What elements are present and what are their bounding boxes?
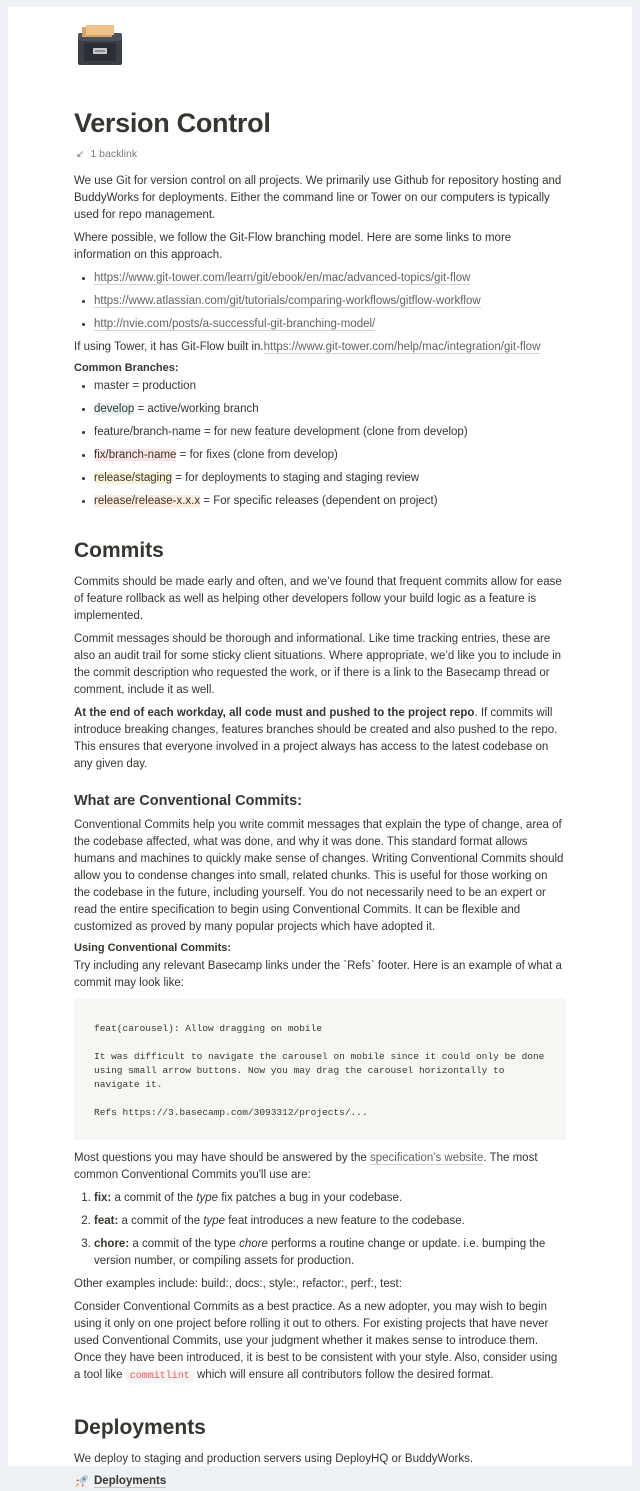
gitflow-link-3[interactable]: http://nvie.com/posts/a-successful-git-branching-model/ — [94, 318, 376, 330]
code-line: It was difficult to navigate the carousel on mobile since it could only be done using small arrow buttons. Now you may drag the carousel horizontally to navigate it. — [94, 1051, 551, 1090]
common-branches-label: Common Branches: — [74, 362, 179, 374]
text-span: feat introduces a new feature to the codebase. — [225, 1215, 465, 1227]
intro-paragraph-1: We use Git for version control on all projects. We primarily use Github for repository hosting and BuddyWorks for deployments. Either the command line or Tower on our computers is typically used for repo management. — [74, 175, 562, 221]
conventional-paragraph-2: Try including any relevant Basecamp links under the `Refs` footer. Here is an example of what a commit may look like: — [74, 960, 562, 989]
tower-paragraph — [74, 339, 566, 356]
branch-desc: = active/working branch — [134, 403, 259, 415]
text-em: type — [196, 1192, 219, 1204]
commits-paragraph-2: Commit messages should be thorough and informational. Like time tracking entries, these are also an audit trail for some sticky client situations. Where appropriate, we’d like you to include in the commit description who requested the work, or if there is a link to the Basecamp thread or comment, include it as well. — [74, 633, 562, 696]
branch-desc: = for deployments to staging and staging review — [172, 472, 420, 484]
branch-item — [94, 378, 566, 395]
deployments-heading: Deployments — [74, 1416, 206, 1439]
commitlint-code: commitlint — [126, 1370, 194, 1383]
branch-name: feature/branch-name — [94, 426, 201, 438]
list-item — [94, 1190, 566, 1207]
branch-name: master — [94, 380, 130, 392]
text-span: fix patches a bug in your codebase. — [218, 1192, 403, 1204]
specification-link[interactable]: specification's website — [369, 1152, 484, 1164]
branch-item — [94, 424, 566, 441]
branch-desc: = production — [129, 380, 196, 392]
branch-name: release/staging — [94, 472, 172, 484]
commit-types-list — [74, 1190, 566, 1270]
conventional-heading: What are Conventional Commits: — [74, 793, 302, 809]
branch-name: develop — [94, 403, 135, 415]
code-line: Refs https://3.basecamp.com/3093312/projects/... — [94, 1107, 368, 1118]
commits-paragraph-1: Commits should be made early and often, and we’ve found that frequent commits allow for ease of feature rollback as well as helping other developers follow your build logic as a feature is implemented. — [74, 576, 562, 622]
branches-list — [74, 378, 566, 510]
list-item — [94, 1236, 566, 1270]
conventional-paragraph-4 — [74, 1299, 566, 1385]
commits-bold-text: At the end of each workday, all code must and pushed to the project repo — [74, 707, 475, 719]
using-conventional-label: Using Conventional Commits: — [74, 942, 232, 954]
text-span: a commit of the — [118, 1215, 204, 1227]
type-name: feat: — [94, 1215, 119, 1227]
tower-link[interactable]: https://www.git-tower.com/help/mac/integration/git-flow — [263, 341, 541, 353]
code-line: feat(carousel): Allow dragging on mobile — [94, 1023, 323, 1034]
type-name: fix: — [94, 1192, 112, 1204]
page-title: Version Control — [74, 108, 271, 138]
backlink-button[interactable] — [76, 147, 566, 161]
commit-code-block[interactable] — [74, 998, 566, 1140]
text-span: Most questions you may have should be answered by the — [74, 1152, 370, 1164]
commits-rest-text: . If commits will introduce breaking changes, features branches should be created and also pushed to the repo. This ensures that everyone involved in a project always has access to the latest codebase on any given day. — [74, 707, 558, 770]
deployments-paragraph: We deploy to staging and production servers using DeployHQ or BuddyWorks. — [74, 1453, 474, 1465]
deployments-page-link[interactable] — [74, 1474, 566, 1488]
branch-desc: = for new feature development (clone from develop) — [200, 426, 468, 438]
gitflow-link-1[interactable]: https://www.git-tower.com/learn/git/ebook/en/mac/advanced-topics/git-flow — [94, 272, 471, 284]
branch-name: release/release-x.x.x — [94, 495, 201, 507]
gitflow-links-list — [74, 270, 566, 333]
branch-name: fix/branch-name — [94, 449, 177, 461]
backlink-arrow-icon: ↙ — [76, 149, 85, 160]
list-item — [94, 270, 566, 287]
text-em: type — [203, 1215, 226, 1227]
other-examples: Other examples include: build:, docs:, style:, refactor:, perf:, test: — [74, 1278, 402, 1290]
gitflow-link-2[interactable]: https://www.atlassian.com/git/tutorials/comparing-workflows/gitflow-workflow — [94, 295, 481, 307]
text-span: Consider Conventional Commits as a best practice. As a new adopter, you may wish to begin using it only on one project before rolling it out to others. For existing projects that have never used Conventional Commits, use your judgment whether it makes sense to introduce them. Once they have been introduced, it is best to be consistent with your style. Also, consider using a tool like — [74, 1301, 558, 1381]
branch-item — [94, 470, 566, 487]
conventional-paragraph-3 — [74, 1150, 566, 1184]
type-name: chore: — [94, 1238, 130, 1250]
commits-paragraph-3 — [74, 705, 566, 773]
text-em: chore — [239, 1238, 268, 1250]
file-cabinet-icon[interactable] — [74, 23, 126, 67]
branch-item — [94, 447, 566, 464]
text-span: a commit of the type — [129, 1238, 240, 1250]
conventional-paragraph-1: Conventional Commits help you write commit messages that explain the type of change, area of the codebase affected, what was done, and why it was done. This standard format allows humans and machines to quickly make sense of changes. Writing Conventional Commits should allow you to condense changes into small, related chunks. This is useful for those working on the codebase in the future, including yourself. You do not necessarily need to be an expert or read the entire specification to begin using Conventional Commits. It can be flexible and customized as proved by many popular projects which have adopted it. — [74, 819, 564, 933]
list-item — [94, 316, 566, 333]
text-span: which will ensure all contributors follow the desired format. — [193, 1369, 494, 1381]
deployments-link-label: Deployments — [94, 1474, 167, 1487]
commits-heading: Commits — [74, 539, 164, 562]
branch-item — [94, 493, 566, 510]
branch-desc: = for fixes (clone from develop) — [176, 449, 338, 461]
list-item — [94, 293, 566, 310]
intro-paragraph-2: Where possible, we follow the Git-Flow branching model. Here are some links to more information on this approach. — [74, 232, 512, 261]
page-content — [8, 7, 632, 1487]
backlink-label: 1 backlink — [90, 148, 138, 160]
text-span: . The most common Conventional Commits you'll use are: — [74, 1152, 538, 1181]
tower-text: If using Tower, it has Git-Flow built in. — [74, 341, 264, 353]
rocket-icon — [74, 1474, 90, 1488]
branch-desc: = For specific releases (dependent on project) — [200, 495, 438, 507]
text-span: performs a routine change or update. i.e. bumping the version number, or compiling assets for production. — [94, 1238, 546, 1267]
branch-item — [94, 401, 566, 418]
list-item — [94, 1213, 566, 1230]
text-span: a commit of the — [111, 1192, 197, 1204]
